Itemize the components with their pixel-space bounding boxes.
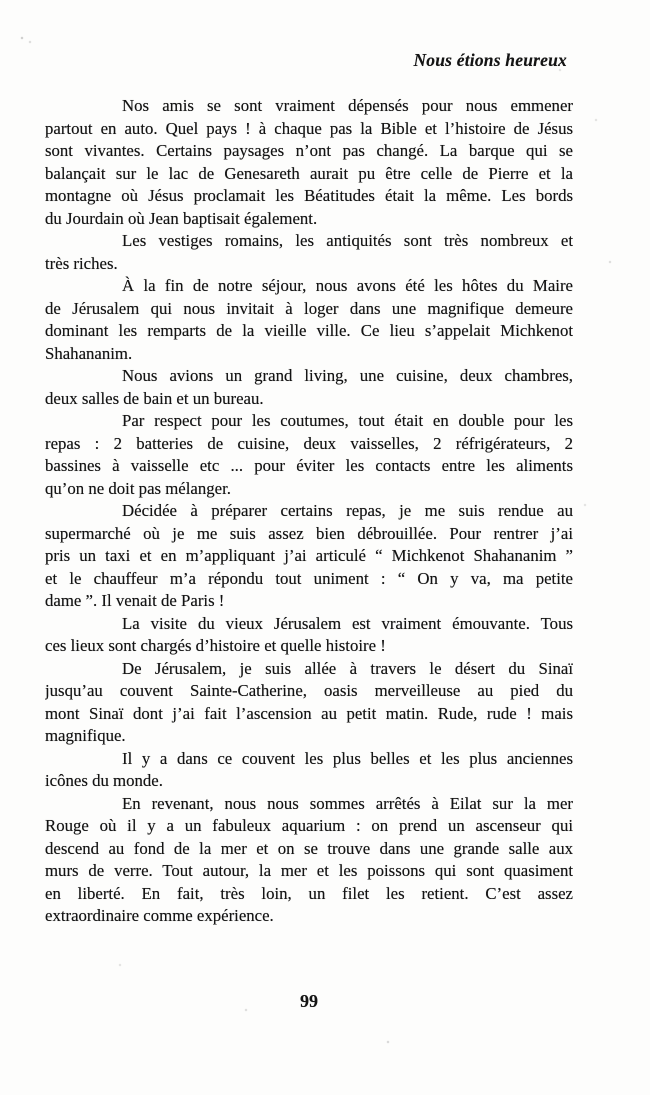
text-line: Rouge où il y a un fabuleux aquarium : on prend un ascenseur qui [45, 816, 573, 835]
text-line: En revenant, nous nous sommes arrêtés à Eilat sur la mer [122, 793, 573, 813]
text-line: dame ”. Il venait de Paris ! [45, 591, 225, 610]
page-body [45, 95, 573, 928]
text-line: icônes du monde. [45, 771, 163, 790]
text-line: Shahananim. [45, 343, 133, 363]
text-line: bassines à vaisselle etc ... pour éviter les contacts entre les aliments [45, 456, 573, 475]
text-line: en liberté. En fait, très loin, un filet les retient. C’est assez [45, 883, 573, 903]
text-line: La visite du vieux Jérusalem est vraiment émouvante. Tous [122, 613, 573, 633]
paragraph [45, 365, 573, 410]
text-line: À la fin de notre séjour, nous avons été les hôtes du Maire [122, 276, 573, 295]
text-line: du Jourdain où Jean baptisait également. [45, 208, 318, 228]
text-line: montagne où Jésus proclamait les Béatitudes était la même. Les bords [45, 186, 573, 205]
paragraph [45, 613, 573, 658]
paragraph [45, 748, 573, 793]
text-line: de Jérusalem qui nous invitait à loger dans une magnifique demeure [45, 298, 573, 318]
text-line: magnifique. [45, 726, 126, 745]
text-line: De Jérusalem, je suis allée à travers le désert du Sinaï [122, 658, 573, 678]
text-line: Nos amis se sont vraiment dépensés pour nous emmener [122, 96, 573, 115]
text-line: Par respect pour les coutumes, tout était en double pour les [122, 411, 573, 430]
paragraph [45, 658, 573, 748]
text-line: Les vestiges romains, les antiquités sont très nombreux et [122, 231, 573, 250]
text-line: pris un taxi et en m’appliquant j’ai articulé “ Michkenot Shahananim ” [45, 546, 573, 565]
text-line: repas : 2 batteries de cuisine, deux vaisselles, 2 réfrigérateurs, 2 [45, 433, 573, 453]
text-line: descend au fond de la mer et on se trouve dans une grande salle aux [45, 838, 573, 858]
text-line: partout en auto. Quel pays ! à chaque pas la Bible et l’histoire de Jésus [45, 118, 573, 138]
paragraph [45, 230, 573, 275]
running-header: Nous étions heureux [413, 50, 567, 70]
paragraph [45, 95, 573, 230]
text-line: sont vivantes. Certains paysages n’ont pas changé. La barque qui se [45, 141, 573, 160]
page-number: 99 [300, 991, 318, 1011]
paragraph [45, 500, 573, 613]
text-line: et le chauffeur m’a répondu tout uniment : “ On y va, ma petite [45, 568, 573, 588]
text-line: extraordinaire comme expérience. [45, 906, 274, 925]
text-line: dominant les remparts de la vieille ville. Ce lieu s’appelait Michkenot [45, 321, 573, 340]
paragraph [45, 793, 573, 928]
text-line: mont Sinaï dont j’ai fait l’ascension au petit matin. Rude, rude ! mais [45, 703, 573, 723]
text-line: murs de verre. Tout autour, la mer et les poissons qui sont quasiment [45, 861, 573, 880]
text-line: jusqu’au couvent Sainte-Catherine, oasis merveilleuse au pied du [45, 681, 573, 700]
text-line: supermarché où je me suis assez bien débrouillée. Pour rentrer j’ai [45, 523, 573, 543]
text-line: Décidée à préparer certains repas, je me suis rendue au [122, 501, 573, 520]
text-line: très riches. [45, 253, 118, 273]
text-line: ces lieux sont chargés d’histoire et quelle histoire ! [45, 636, 386, 655]
paragraph [45, 410, 573, 500]
paragraph [45, 275, 573, 365]
text-line: deux salles de bain et un bureau. [45, 388, 264, 408]
text-line: qu’on ne doit pas mélanger. [45, 478, 231, 498]
text-line: balançait sur le lac de Genesareth aurait pu être celle de Pierre et la [45, 163, 573, 183]
text-line: Nous avions un grand living, une cuisine, deux chambres, [122, 366, 573, 385]
text-line: Il y a dans ce couvent les plus belles et les plus anciennes [122, 748, 573, 768]
